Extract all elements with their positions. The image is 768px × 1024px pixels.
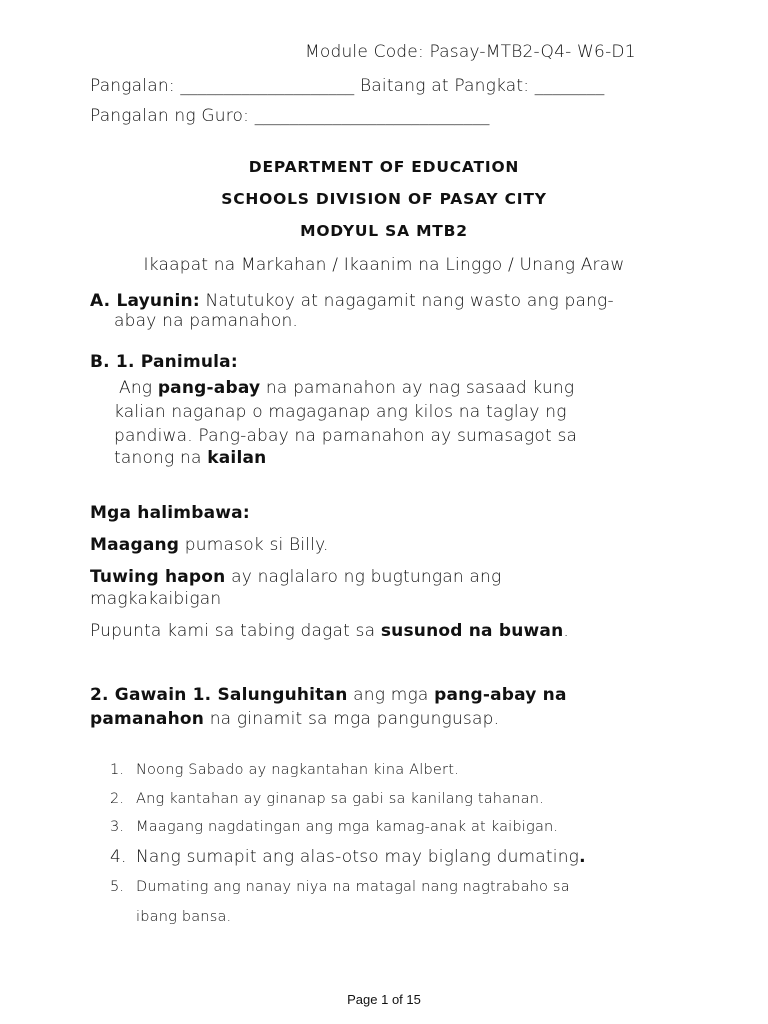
list-item [110, 762, 459, 778]
list-item-cont: ibang bansa. [136, 909, 232, 925]
list-number: 3. [110, 819, 125, 835]
list-item [110, 847, 586, 867]
layunin-line1 [90, 291, 614, 311]
example-text: . [563, 621, 570, 641]
example-2 [90, 567, 501, 587]
page-number: Page 1 of 15 [347, 992, 421, 1007]
panimula-text: tanong na [114, 448, 208, 468]
panimula-text: Ang [119, 378, 158, 398]
panimula-keyword: kailan [207, 448, 267, 468]
example-text: pumasok si Billy. [179, 535, 329, 555]
list-text: Ang kantahan ay ginanap sa gabi sa kanilang tahanan. [136, 791, 544, 807]
example-1 [90, 535, 329, 555]
title-module: MODYUL SA MTB2 [300, 222, 468, 240]
gawain-keyword: pang-abay na [434, 685, 567, 705]
panimula-line1 [119, 378, 574, 398]
example-text: ay naglalaro ng bugtungan ang [225, 567, 502, 587]
guro-line: Pangalan ng Guro: ___________________________ [90, 106, 490, 126]
module-code: Module Code: Pasay-MTB2-Q4- W6-D1 [305, 42, 636, 62]
list-number: 1. [110, 762, 125, 778]
gawain-label: 2. Gawain 1. Salunguhitan [90, 685, 348, 705]
gawain-keyword: pamanahon [90, 709, 205, 729]
example-3 [90, 621, 569, 641]
panimula-line3: pandiwa. Pang-abay na pamanahon ay sumasagot sa [114, 426, 578, 446]
list-text: . [579, 847, 586, 867]
gawain-line2 [90, 709, 499, 729]
example-keyword: susunod na buwan [380, 621, 564, 641]
halimbawa-label: Mga halimbawa: [90, 503, 250, 523]
panimula-label: B. 1. Panimula: [90, 352, 238, 372]
panimula-keyword: pang-abay [157, 378, 261, 398]
list-text: Nang sumapit ang alas-otso may biglang dumating [136, 847, 580, 867]
layunin-line2: abay na pamanahon. [114, 311, 299, 331]
list-number: 5. [110, 879, 125, 895]
list-text: Maagang nagdatingan ang mga kamag-anak at kaibigan. [136, 819, 559, 835]
gawain-text: na ginamit sa mga pangungusap. [204, 709, 500, 729]
list-number: 2. [110, 791, 125, 807]
subtitle: Ikaapat na Markahan / Ikaanim na Linggo / Unang Araw [143, 255, 625, 275]
layunin-label: A. Layunin: [90, 291, 200, 311]
gawain-text: ang mga [347, 685, 435, 705]
list-item [110, 819, 558, 835]
panimula-line2: kalian naganap o magaganap ang kilos na taglay ng [114, 402, 567, 422]
title-department: DEPARTMENT OF EDUCATION [248, 158, 520, 176]
panimula-line4 [114, 448, 266, 468]
list-item [110, 879, 570, 895]
example-keyword: Tuwing hapon [90, 567, 226, 587]
list-item [110, 791, 544, 807]
list-text: Dumating ang nanay niya na matagal nang nagtrabaho sa [136, 879, 570, 895]
example-2-cont: magkakaibigan [90, 589, 222, 609]
title-division: SCHOOLS DIVISION OF PASAY CITY [221, 190, 547, 208]
example-keyword: Maagang [90, 535, 180, 555]
gawain-line1 [90, 685, 567, 705]
layunin-text: Natutukoy at nagagamit nang wasto ang pang- [199, 291, 614, 311]
pangalan-line: Pangalan: ____________________ Baitang at Pangkat: ________ [90, 76, 605, 96]
list-number: 4. [110, 847, 127, 867]
panimula-text: na pamanahon ay nag sasaad kung [260, 378, 575, 398]
example-text: Pupunta kami sa tabing dagat sa [90, 621, 381, 641]
list-text: Noong Sabado ay nagkantahan kina Albert. [136, 762, 459, 778]
